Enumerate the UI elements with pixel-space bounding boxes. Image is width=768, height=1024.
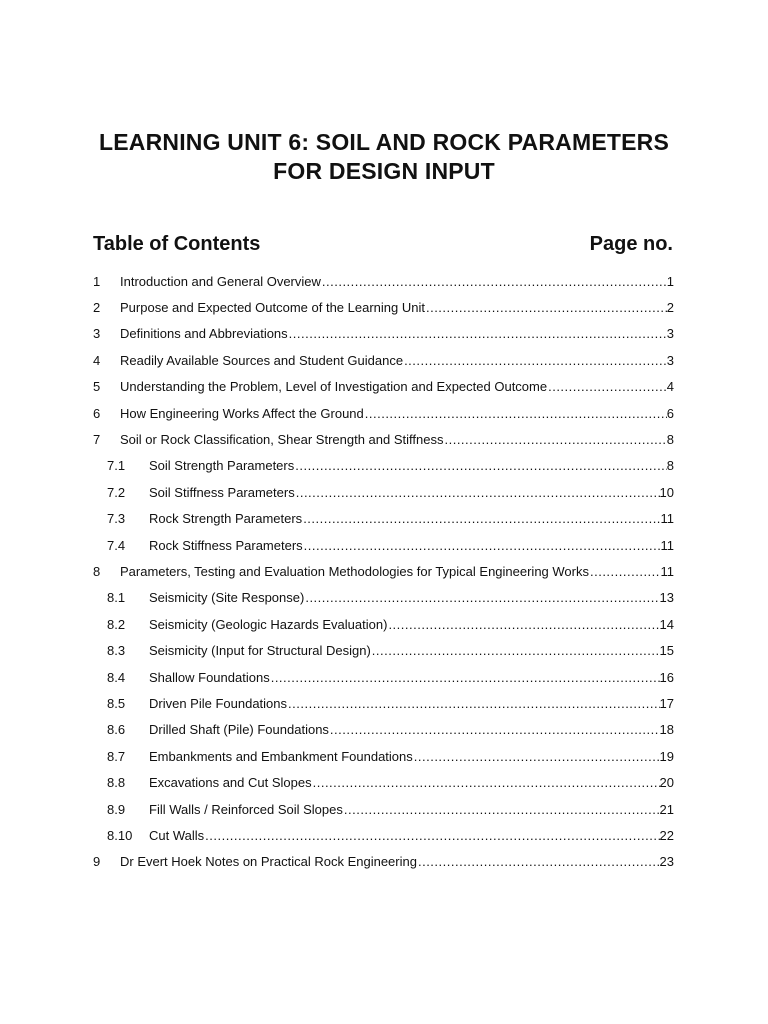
toc-entry-title: Understanding the Problem, Level of Investigation and Expected Outcome (120, 379, 548, 395)
toc-entry[interactable] (93, 532, 674, 558)
toc-entry[interactable] (93, 426, 674, 452)
toc-entry-number: 8 (93, 563, 101, 579)
toc-entry-number: 8.7 (107, 748, 126, 764)
page-no-heading: Page no. (589, 233, 673, 255)
toc-entry[interactable] (93, 400, 674, 426)
toc-dot-leader (548, 379, 667, 394)
toc-entry-page: 3 (666, 352, 674, 368)
toc-dot-leader (590, 564, 661, 579)
title-line-1: LEARNING UNIT 6: SOIL AND ROCK PARAMETERS (98, 129, 669, 155)
toc-dot-leader (404, 353, 667, 368)
toc-entry[interactable] (93, 769, 674, 795)
toc-dot-leader (414, 749, 660, 764)
toc-dot-leader (296, 485, 660, 500)
toc-entry-title: Shallow Foundations (149, 669, 270, 685)
toc-entry-number: 4 (93, 352, 101, 368)
toc-entry-title: Parameters, Testing and Evaluation Methodologies for Typical Engineering Works (120, 563, 589, 579)
toc-entry-page: 4 (666, 379, 674, 395)
toc-dot-leader (344, 802, 660, 817)
toc-entry-title: Soil Strength Parameters (149, 458, 295, 474)
toc-dot-leader (444, 432, 666, 447)
toc-entry-page: 15 (659, 643, 674, 659)
toc-entry-page: 18 (659, 722, 674, 738)
toc-entry-page: 19 (659, 748, 674, 764)
table-of-contents (93, 268, 674, 875)
toc-entry-page: 8 (666, 432, 674, 448)
toc-entry-number: 3 (93, 326, 101, 342)
toc-entry[interactable] (93, 822, 674, 848)
toc-dot-leader (365, 406, 667, 421)
toc-entry[interactable] (93, 743, 674, 769)
toc-entry-number: 8.8 (107, 775, 126, 791)
toc-entry[interactable] (93, 637, 674, 663)
toc-entry-title: Rock Strength Parameters (149, 511, 303, 527)
toc-entry-title: Cut Walls (149, 827, 205, 843)
toc-entry[interactable] (93, 321, 674, 347)
toc-entry-number: 7.4 (107, 537, 126, 553)
toc-entry[interactable] (93, 717, 674, 743)
toc-entry-title: Soil Stiffness Parameters (149, 484, 295, 500)
toc-entry-title: Soil or Rock Classification, Shear Strength and Stiffness (120, 432, 444, 448)
toc-entry-page: 13 (659, 590, 674, 606)
toc-entry[interactable] (93, 453, 674, 479)
toc-dot-leader (289, 326, 667, 341)
toc-entry-page: 21 (659, 801, 674, 817)
toc-entry-page: 2 (666, 300, 674, 316)
toc-entry-number: 8.4 (107, 669, 126, 685)
toc-entry[interactable] (93, 479, 674, 505)
toc-entry-number: 7.2 (107, 484, 126, 500)
toc-entry-page: 23 (659, 854, 674, 870)
toc-entry-number: 8.3 (107, 643, 126, 659)
toc-entry-title: Rock Stiffness Parameters (149, 537, 303, 553)
toc-entry-number: 8.9 (107, 801, 126, 817)
toc-entry-page: 16 (659, 669, 674, 685)
toc-entry-title: Fill Walls / Reinforced Soil Slopes (149, 801, 343, 817)
toc-dot-leader (288, 696, 660, 711)
toc-entry[interactable] (93, 664, 674, 690)
toc-entry-page: 20 (659, 775, 674, 791)
toc-entry[interactable] (93, 690, 674, 716)
toc-dot-leader (388, 617, 659, 632)
toc-entry-number: 8.6 (107, 722, 126, 738)
toc-entry-page: 11 (660, 563, 674, 579)
toc-dot-leader (205, 828, 659, 843)
toc-entry-number: 5 (93, 379, 101, 395)
toc-entry-page: 14 (659, 616, 674, 632)
document-title (60, 128, 708, 186)
toc-dot-leader (313, 775, 660, 790)
toc-entry-title: Seismicity (Geologic Hazards Evaluation) (149, 616, 388, 632)
toc-entry-page: 17 (659, 695, 674, 711)
toc-entry-number: 9 (93, 854, 101, 870)
toc-entry-page: 3 (666, 326, 674, 342)
toc-dot-leader (305, 590, 659, 605)
toc-entry-page: 22 (659, 827, 674, 843)
toc-dot-leader (418, 854, 660, 869)
toc-entry-number: 6 (93, 405, 101, 421)
toc-entry[interactable] (93, 294, 674, 320)
toc-entry-title: Excavations and Cut Slopes (149, 775, 312, 791)
toc-entry-number: 1 (93, 273, 101, 289)
toc-entry[interactable] (93, 585, 674, 611)
toc-entry-page: 11 (660, 511, 674, 527)
title-line-2: FOR DESIGN INPUT (273, 158, 495, 184)
toc-entry[interactable] (93, 796, 674, 822)
toc-entry-title: Definitions and Abbreviations (120, 326, 288, 342)
toc-entry-page: 6 (666, 405, 674, 421)
toc-entry[interactable] (93, 347, 674, 373)
toc-entry-title: Embankments and Embankment Foundations (149, 748, 413, 764)
toc-dot-leader (303, 511, 660, 526)
toc-entry[interactable] (93, 849, 674, 875)
toc-entry[interactable] (93, 506, 674, 532)
toc-dot-leader (304, 538, 661, 553)
toc-entry-number: 2 (93, 300, 101, 316)
toc-header (93, 233, 673, 259)
toc-entry-title: Driven Pile Foundations (149, 695, 288, 711)
toc-entry-title: Introduction and General Overview (120, 273, 321, 289)
toc-entry-page: 8 (666, 458, 674, 474)
toc-dot-leader (322, 274, 667, 289)
toc-entry-number: 7.3 (107, 511, 126, 527)
toc-entry-page: 10 (659, 484, 674, 500)
toc-entry-number: 8.10 (107, 827, 133, 843)
toc-dot-leader (330, 722, 660, 737)
toc-entry-title: Purpose and Expected Outcome of the Learning Unit (120, 300, 425, 316)
toc-entry-title: Seismicity (Input for Structural Design) (149, 643, 371, 659)
toc-entry-number: 7.1 (107, 458, 126, 474)
toc-entry[interactable] (93, 268, 674, 294)
toc-entry[interactable] (93, 374, 674, 400)
toc-entry-title: Readily Available Sources and Student Guidance (120, 352, 404, 368)
toc-dot-leader (372, 643, 660, 658)
toc-entry[interactable] (93, 558, 674, 584)
toc-dot-leader (295, 458, 667, 473)
toc-entry-number: 8.5 (107, 695, 126, 711)
toc-entry[interactable] (93, 611, 674, 637)
toc-dot-leader (271, 670, 660, 685)
toc-entry-title: Dr Evert Hoek Notes on Practical Rock Engineering (120, 854, 417, 870)
toc-entry-number: 8.2 (107, 616, 126, 632)
toc-heading: Table of Contents (93, 233, 261, 255)
toc-entry-page: 11 (660, 537, 674, 553)
toc-entry-number: 8.1 (107, 590, 126, 606)
toc-entry-title: Drilled Shaft (Pile) Foundations (149, 722, 329, 738)
toc-entry-title: How Engineering Works Affect the Ground (120, 405, 364, 421)
toc-dot-leader (426, 300, 667, 315)
toc-entry-title: Seismicity (Site Response) (149, 590, 305, 606)
toc-entry-number: 7 (93, 432, 101, 448)
toc-entry-page: 1 (666, 273, 674, 289)
